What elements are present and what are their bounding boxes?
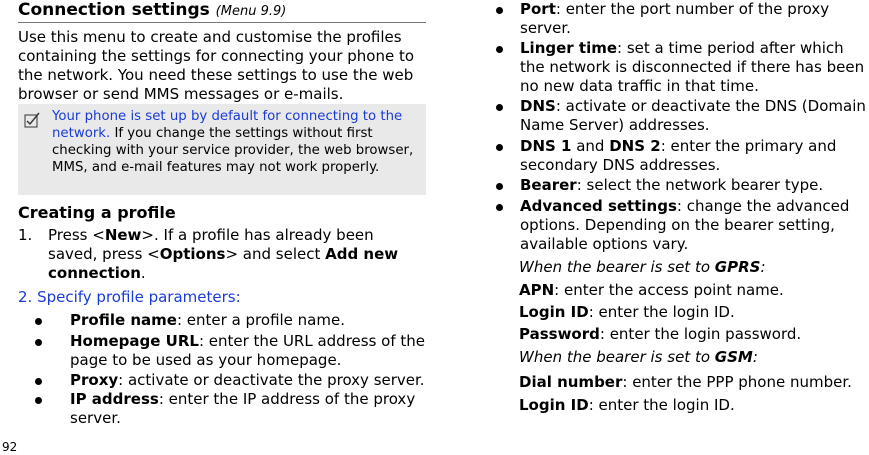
- bullet-dot: [496, 204, 503, 211]
- step-1-number: 1.: [18, 226, 33, 244]
- intro-paragraph: Use this menu to create and customise the profiles containing the settings for connecting your phone to the network. You need these settings to use the web browser or send MMS messages or e-mails.: [18, 28, 415, 103]
- parameter-item: DNS: activate or deactivate the DNS (Domain Name Server) addresses.: [520, 97, 866, 134]
- parameter-item: Port: enter the port number of the proxy server.: [520, 0, 830, 37]
- bullet-dot: [496, 46, 503, 53]
- bearer-option-item: Password: enter the login password.: [519, 325, 802, 343]
- bullet-dot: [496, 104, 503, 111]
- section-title: Connection settings (Menu 9.9): [18, 0, 287, 20]
- parameter-item: Profile name: enter a profile name.: [70, 311, 345, 329]
- parameter-item: IP address: enter the IP address of the proxy server.: [70, 390, 416, 427]
- parameter-item: Bearer: select the network bearer type.: [520, 176, 824, 194]
- parameter-item: Advanced settings: change the advanced options. Depending on the bearer setting, available options vary.: [520, 197, 850, 253]
- bearer-option-item: Login ID: enter the login ID.: [519, 303, 735, 321]
- bearer-option-item: Dial number: enter the PPP phone number.: [519, 373, 852, 391]
- page-number: 92: [2, 440, 18, 454]
- gsm-intro: When the bearer is set to GSM:: [519, 348, 758, 366]
- checkbox-note-icon: [24, 112, 40, 128]
- note-text: Your phone is set up by default for connecting to the network. If you change the settings without first checking with your service provider, the web browser, MMS, and e-mail features may not work properly.: [52, 109, 414, 175]
- parameter-item: Proxy: activate or deactivate the proxy server.: [70, 371, 425, 389]
- title-divider: [18, 22, 426, 23]
- bullet-dot: [496, 144, 503, 151]
- step-1-text: Press <New>. If a profile has already been saved, press <Options> and select Add new connection.: [48, 226, 399, 282]
- bearer-option-item: Login ID: enter the login ID.: [519, 396, 735, 414]
- bullet-dot: [496, 7, 503, 14]
- parameter-item: DNS 1 and DNS 2: enter the primary and secondary DNS addresses.: [520, 137, 837, 174]
- menu-reference: (Menu 9.9): [215, 4, 287, 19]
- note-box: [18, 104, 426, 195]
- bullet-dot: [35, 397, 42, 404]
- bullet-dot: [496, 183, 503, 190]
- bullet-dot: [35, 318, 42, 325]
- parameter-item: Linger time: set a time period after which the network is disconnected if there has been no new data traffic in that time.: [520, 39, 865, 95]
- gprs-intro: When the bearer is set to GPRS:: [519, 258, 766, 276]
- bearer-option-item: APN: enter the access point name.: [519, 281, 784, 299]
- step-2-text: 2. Specify profile parameters:: [18, 288, 241, 306]
- creating-profile-heading: Creating a profile: [18, 203, 176, 222]
- bullet-dot: [35, 378, 42, 385]
- parameter-item: Homepage URL: enter the URL address of the page to be used as your homepage.: [70, 332, 426, 369]
- bullet-dot: [35, 339, 42, 346]
